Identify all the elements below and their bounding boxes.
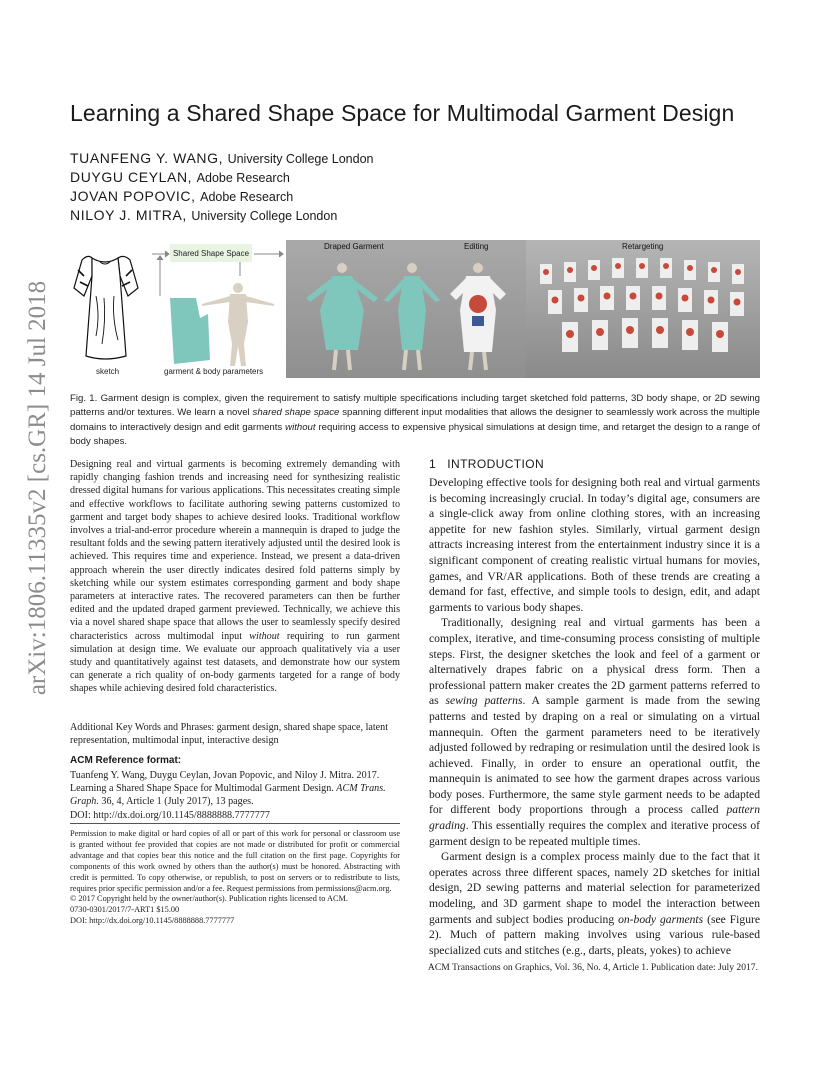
term-emphasis: sewing patterns [445,694,523,708]
dress-sketch-icon [74,256,138,359]
page-footer: ACM Transactions on Graphics, Vol. 36, No. 4, Article 1. Publication date: July 2017. [427,962,758,973]
abstract-text: Designing real and virtual garments is becoming extremely demanding with rapidly changing fashion trends and increasing need for synthesizing realistic dressed digital humans for various applications. This necessitates creating simple and effective workflows to facilitate authoring sewing patterns customized to garment and target body shapes to achieve desired looks. Traditional workflow involves a trial-and-error procedure wherein a mannequin is draped to judge the resultant folds and the sewing pattern iteratively adjusted until the desired look is achieved. This requires time and experience. Instead, we present a data-driven approach wherein the user directly indicates desired fold patterns simply by sketching while our system estimates corresponding garment and body shape parameters at interactive rates. The recovered parameters can then be further edited and the updated draped garment previewed. Technically, we achieve this via a novel shared shape space that allows the user to seamlessly specify desired characteristics across multimodal input [70,459,400,642]
paragraph: Garment design is a complex process mainly due to the fact that it operates across three different spaces, namely 2D sketches for initial design, 2D sewing patterns and material selection for parameterized modeling, and 3D garment shape to model the interaction between garments and subject bodies producing on-body garments (see Figure 2). Much of pattern making involves using various rule-based specialized cuts and stitches (e.g., darts, pleats, yokes) to achieve [429,850,760,957]
reference-details: 36, 4, Article 1 (July 2017), 13 pages. [98,796,254,808]
copyright-line: © 2017 Copyright held by the owner/author(s). Publication rights licensed to ACM. [70,894,348,904]
retargeting-label: Retargeting [622,242,664,251]
author-name: NILOY J. MITRA, [70,207,187,223]
author-name: TUANFENG Y. WANG, [70,150,224,166]
author-name: DUYGU CEYLAN, [70,169,193,185]
schematic-graphic [70,236,286,382]
section-number: 1 [429,457,437,471]
abstract-emphasis: without [249,630,280,642]
editing-label: Editing [464,242,489,251]
caption-emphasis: without [285,421,316,433]
author-line [70,169,570,188]
caption-text: Fig. 1. Garment design is complex, given the requirement to satisfy multiple specifications including target sketched fold patterns, 3D body shape, or 2D sewing patterns and/or textures. We learn a novel [70,393,760,419]
sketch-label: sketch [96,367,120,376]
author-line [70,207,570,226]
abstract-text: requiring to run garment simulation at design time. We evaluate our approach qualitatively via a user study and quantitatively against test datasets, and demonstrate how our system can generate a rich quality of on-body garments targeted for a range of body shapes while achieving desired fold characteristics. [70,630,400,695]
body-mannequin-icon [202,283,274,366]
figure-draped-editing [286,240,526,378]
author-affiliation: University College London [227,152,374,166]
arxiv-identifier: arXiv:1806.11335v2 [cs.GR] 14 Jul 2018 [24,280,51,696]
reference-citation: Tuanfeng Y. Wang, Duygu Ceylan, Jovan Popovic, and Niloy J. Mitra. 2017. Learning a Shared Shape Space for Multimodal Garment Design. [70,770,380,795]
author-affiliation: Adobe Research [200,190,294,204]
edited-garment-icon [450,263,506,370]
section-title: INTRODUCTION [447,457,545,471]
introduction-body [429,475,760,958]
section-heading [429,457,760,471]
author-affiliation: Adobe Research [196,171,290,185]
permission-doi: DOI: http://dx.doi.org/10.1145/8888888.7777777 [70,916,235,926]
caption-text: requiring access to expensive physical simulations at design time, and retarget the design to a range of body shapes. [70,421,760,447]
abstract [70,458,400,696]
reference-journal: ACM Trans. Graph. [70,783,386,808]
draped-garment-icon [306,263,440,370]
caption-emphasis: shared shape space [252,407,340,419]
figure-schematic [70,236,286,382]
figure-retargeting [526,240,760,378]
shared-space-label: Shared Shape Space [172,249,250,258]
divider [70,823,400,824]
keywords: Additional Key Words and Phrases: garment design, shared shape space, latent representation, multimodal input, interactive design [70,722,388,747]
draped-label: Draped Garment [324,242,384,251]
paper-title: Learning a Shared Shape Space for Multimodal Garment Design [70,100,735,126]
author-affiliation: University College London [191,209,338,223]
teaser-figure [70,236,760,382]
paragraph: Developing effective tools for designing both real and virtual garments is becoming increasingly crucial. In today’s digital age, consumers are a single-click away from online clothing stores, with an increasing appetite for new fashion styles. Similarly, virtual garment design attracts increasing interest from the entertainment industry since it is a significant component of creating realistic virtual humans for movies, games, and VR/AR applications. Both of these trends are creating a demand for fast, effective, and simple tools to design, edit, and adapt garments to various body shapes. [429,476,760,614]
reference-text [70,769,400,822]
paragraph: Traditionally, designing real and virtual garments has been a complex, iterative, and time-consuming process consisting of multiple steps. First, the designer sketches the look and feel of a garment or alternatively drapes fabric on a physical dress form. Then a professional pattern maker creates the 2D garment patterns referred to as sewing patterns. A sample garment is made from the sewing patterns and tested by draping on a real or simulating on a virtual mannequin. Often the garment parameters need to be iteratively adjusted followed by redraping or resimulation until the desired look is achieved. Finally, in order to ensure an operational outfit, the mannequin is animated to see how the garment drapes across various body poses. Furthermore, the same style garment needs to be adapted for different body proportions through a process called pattern grading. This essentially requires the complex and iterative process of garment design to be repeated multiple times. [429,616,761,848]
permission-text: Permission to make digital or hard copies of all or part of this work for personal or classroom use is granted without fee provided that copies are not made or distributed for profit or commercial advantage and that copies bear this notice and the full citation on the first page. Copyrights for components of this work owned by others than the author(s) must be honored. Abstracting with credit is permitted. To copy otherwise, or republish, to post on servers or to redistribute to lists, requires prior specific permission and/or a fee. Request permissions from permissions@acm.org. [70,829,400,893]
figure-caption [70,392,760,449]
author-line [70,150,570,169]
issn-line: 0730-0301/2017/7-ART1 $15.00 [70,905,180,915]
mannequin-renders [286,240,526,378]
term-emphasis: on-body garments [618,912,704,926]
author-name: JOVAN POPOVIC, [70,188,196,204]
term-emphasis: pattern grading [429,803,760,833]
author-line [70,188,570,207]
caption-text: spanning different input modalities that allows the designer to seamlessly work across the multiple domains to interactively design and edit garments [70,407,761,433]
permission-notice [70,829,400,927]
params-label: garment & body parameters [164,367,264,376]
retarget-crowd-icon [526,240,760,378]
reference-doi: DOI: http://dx.doi.org/10.1145/8888888.7777777 [70,809,270,821]
sewing-pattern-icon [170,298,210,364]
reference-heading: ACM Reference format: [70,755,182,766]
